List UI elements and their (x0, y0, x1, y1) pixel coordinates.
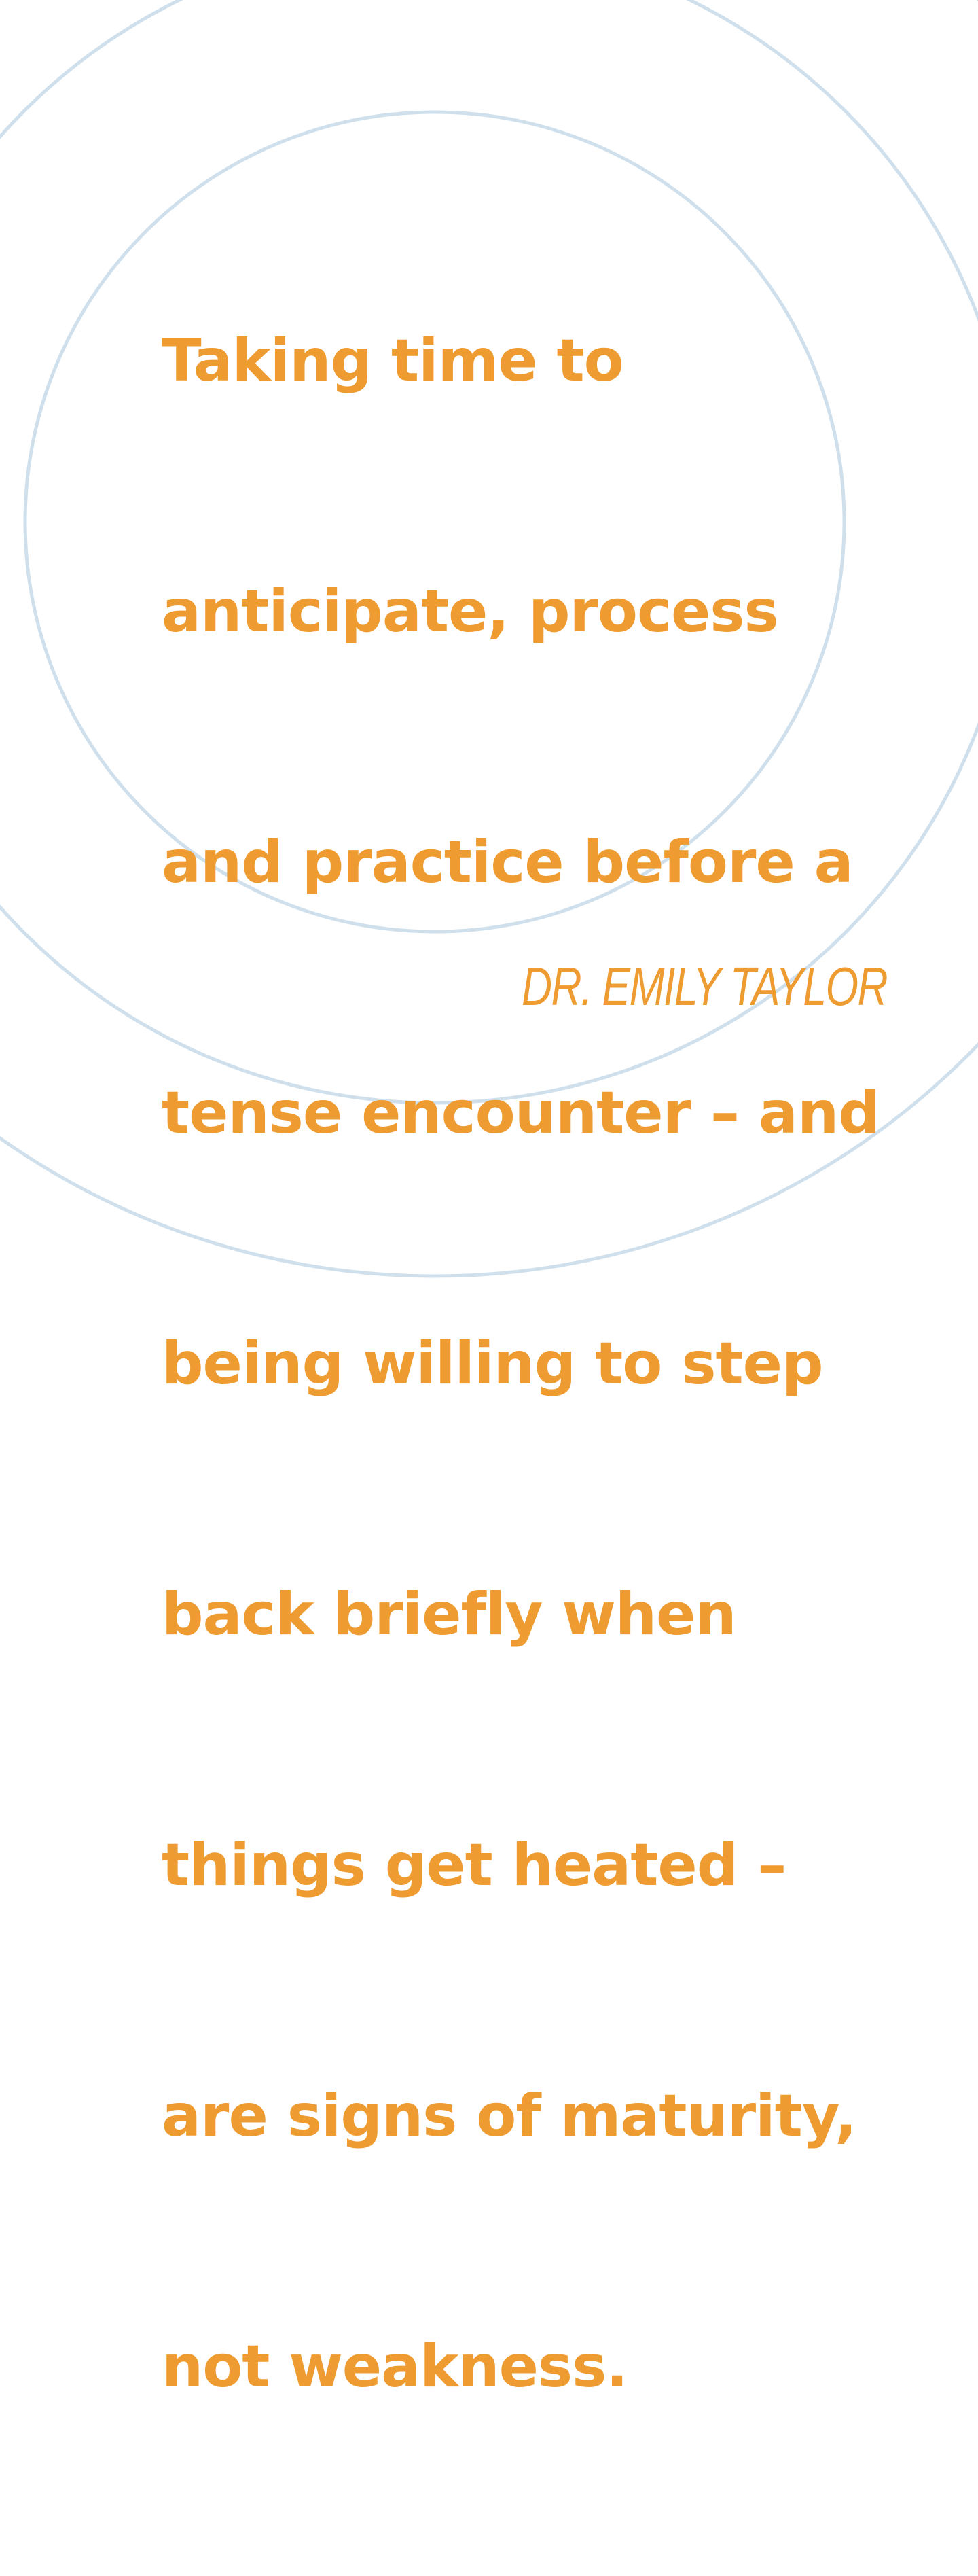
quote-line: back briefly when (162, 1581, 736, 1648)
quote-author: DR. EMILY TAYLOR (522, 956, 887, 1017)
quote-line: things get heated – (162, 1831, 786, 1899)
quote-line: are signs of maturity, (162, 2082, 856, 2150)
quote-line: being willing to step (162, 1330, 823, 1398)
quote-line: not weakness. (162, 2333, 628, 2401)
quote-text (162, 152, 887, 2576)
quote-line: anticipate, process (162, 578, 778, 646)
quote-line: and practice before a (162, 828, 853, 896)
quote-line: Taking time to (162, 327, 623, 395)
quote-line: tense encounter – and (162, 1079, 880, 1147)
